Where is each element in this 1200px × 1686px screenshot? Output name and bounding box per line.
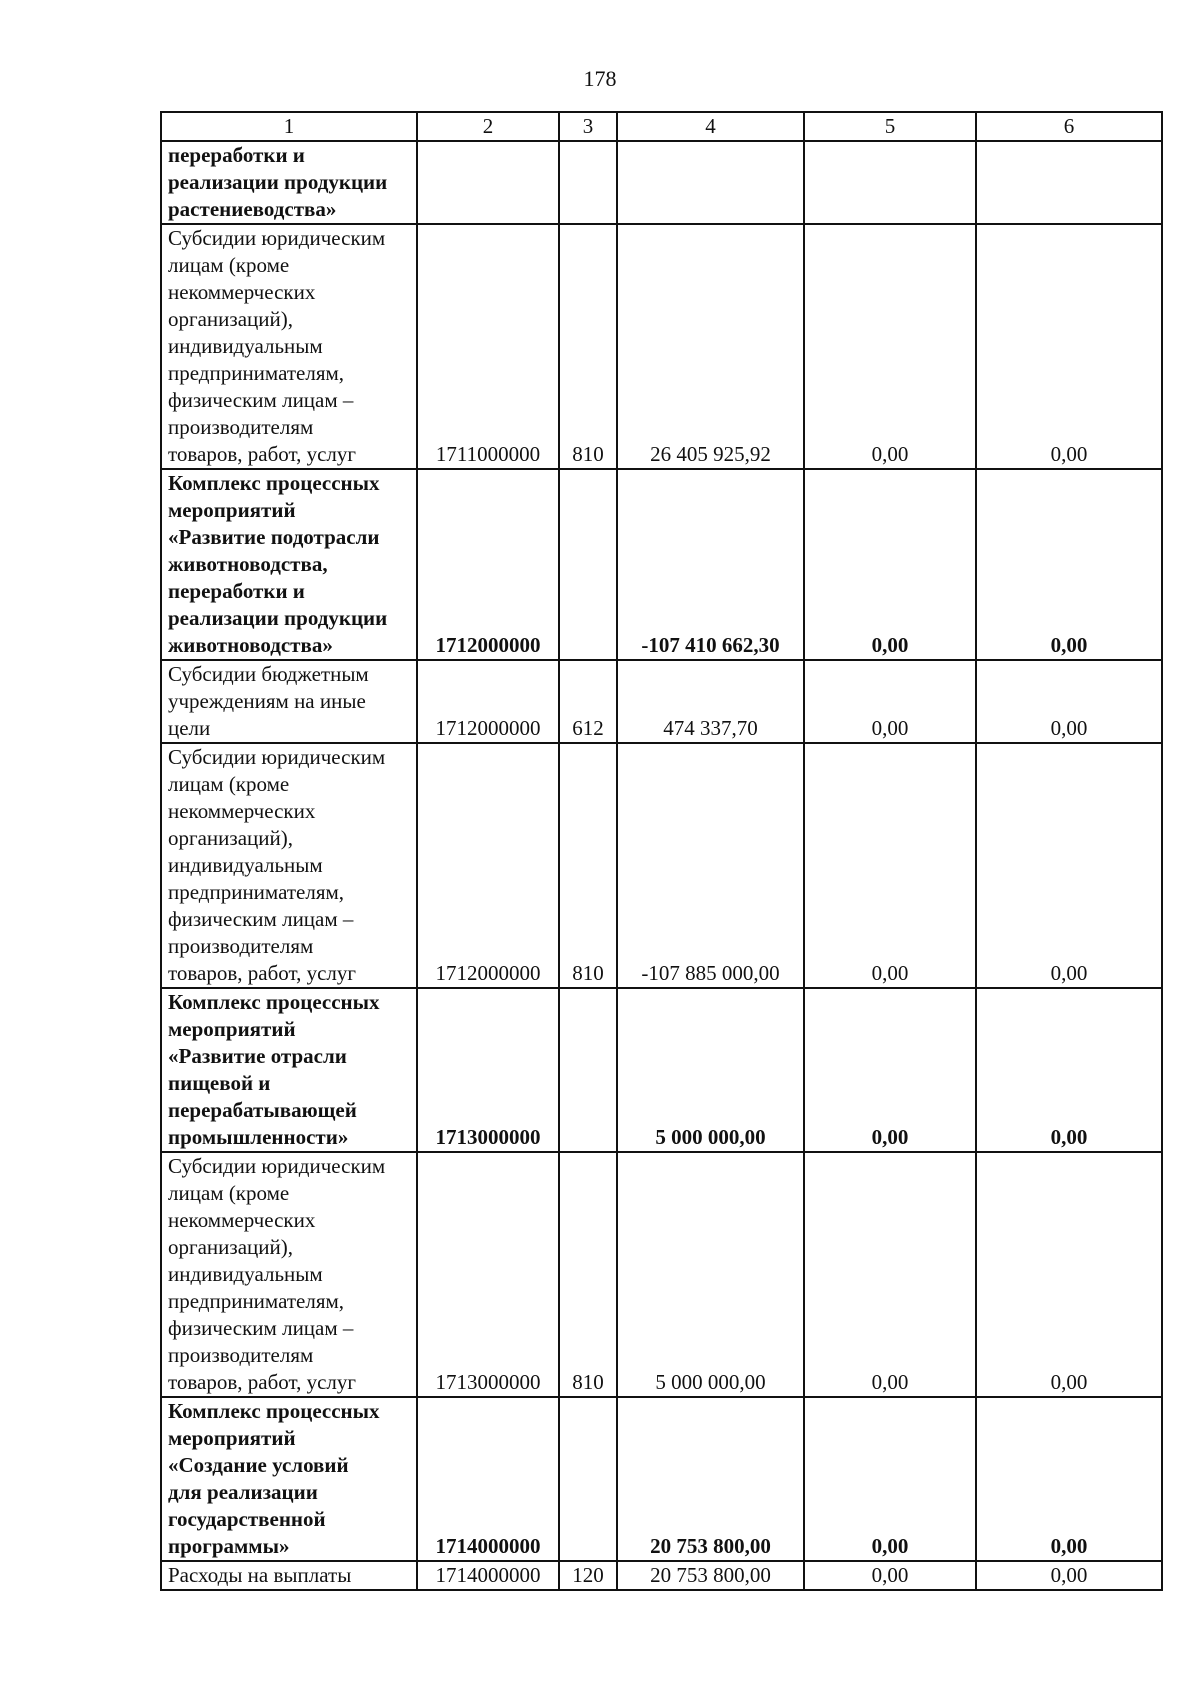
row-name-line: Субсидии юридическим [168,745,386,769]
table-row [161,1397,1162,1561]
column-number-row [161,112,1162,141]
row-name-line: реализации продукции [168,170,388,194]
row-name-line: для реализации [168,1480,318,1504]
target-code-cell: 1714000000 [417,1561,559,1590]
expense-type-cell [559,988,617,1152]
target-code-cell [417,141,559,224]
amount-col5-cell: 0,00 [804,1397,976,1561]
row-name-line: индивидуальным [168,853,323,877]
amount-col4-cell: 474 337,70 [617,660,804,743]
table-row [161,224,1162,469]
row-name-line: товаров, работ, услуг [168,1370,357,1394]
table-row [161,1152,1162,1397]
table-row [161,743,1162,988]
row-name-line: Расходы на выплаты [168,1563,352,1587]
row-name-line: физическим лицам – [168,907,354,931]
row-name-line: организаций), [168,826,293,850]
amount-col6-cell: 0,00 [976,1561,1162,1590]
row-name-cell [161,743,417,988]
expense-type-cell: 612 [559,660,617,743]
row-name-line: товаров, работ, услуг [168,961,357,985]
target-code-cell: 1711000000 [417,224,559,469]
target-code-cell: 1712000000 [417,743,559,988]
amount-col4-cell [617,141,804,224]
amount-col6-cell: 0,00 [976,1152,1162,1397]
row-name-line: «Развитие отрасли [168,1044,347,1068]
amount-col4-cell: 20 753 800,00 [617,1561,804,1590]
row-name-line: Комплекс процессных [168,471,380,495]
amount-col4-cell: 5 000 000,00 [617,988,804,1152]
row-name-line: «Создание условий [168,1453,349,1477]
table-row [161,988,1162,1152]
amount-col5-cell: 0,00 [804,988,976,1152]
budget-table [160,111,1163,1591]
target-code-cell: 1712000000 [417,469,559,660]
row-name-line: лицам (кроме [168,1181,290,1205]
amount-col6-cell: 0,00 [976,224,1162,469]
amount-col6-cell: 0,00 [976,660,1162,743]
table-row [161,469,1162,660]
amount-col4-cell: 20 753 800,00 [617,1397,804,1561]
page-number: 178 [583,66,617,91]
row-name-line: цели [168,716,211,740]
row-name-cell [161,988,417,1152]
amount-col4-cell: 5 000 000,00 [617,1152,804,1397]
amount-col5-cell: 0,00 [804,224,976,469]
row-name-cell [161,1152,417,1397]
row-name-line: лицам (кроме [168,253,290,277]
target-code-cell: 1712000000 [417,660,559,743]
column-header: 1 [161,112,417,141]
expense-type-cell: 120 [559,1561,617,1590]
target-code-cell: 1713000000 [417,988,559,1152]
row-name-cell [161,469,417,660]
row-name-line: Субсидии бюджетным [168,662,369,686]
amount-col5-cell: 0,00 [804,1152,976,1397]
row-name-line: Субсидии юридическим [168,226,386,250]
row-name-line: организаций), [168,307,293,331]
row-name-line: животноводства» [168,633,333,657]
row-name-line: лицам (кроме [168,772,290,796]
row-name-line: некоммерческих [168,280,316,304]
target-code-cell: 1713000000 [417,1152,559,1397]
row-name-cell [161,224,417,469]
row-name-line: учреждениям на иные [168,689,366,713]
target-code-cell: 1714000000 [417,1397,559,1561]
row-name-line: переработки и [168,143,305,167]
amount-col4-cell: 26 405 925,92 [617,224,804,469]
row-name-line: мероприятий [168,1017,296,1041]
amount-col5-cell [804,141,976,224]
row-name-line: некоммерческих [168,799,316,823]
row-name-line: пищевой и [168,1071,271,1095]
row-name-line: Комплекс процессных [168,990,380,1014]
row-name-line: растениеводства» [168,197,337,221]
amount-col5-cell: 0,00 [804,469,976,660]
row-name-line: производителям [168,1343,314,1367]
column-header: 4 [617,112,804,141]
row-name-line: производителям [168,934,314,958]
row-name-cell [161,141,417,224]
column-header: 2 [417,112,559,141]
column-header: 6 [976,112,1162,141]
amount-col6-cell: 0,00 [976,1397,1162,1561]
amount-col5-cell: 0,00 [804,1561,976,1590]
row-name-line: мероприятий [168,498,296,522]
expense-type-cell [559,469,617,660]
amount-col5-cell: 0,00 [804,743,976,988]
row-name-cell [161,1561,417,1590]
row-name-line: реализации продукции [168,606,388,630]
column-header: 3 [559,112,617,141]
row-name-line: физическим лицам – [168,1316,354,1340]
row-name-line: «Развитие подотрасли [168,525,380,549]
row-name-line: животноводства, [168,552,328,576]
expense-type-cell [559,141,617,224]
row-name-line: мероприятий [168,1426,296,1450]
column-header: 5 [804,112,976,141]
row-name-line: государственной [168,1507,326,1531]
row-name-line: предпринимателям, [168,361,345,385]
table-row [161,1561,1162,1590]
row-name-line: Субсидии юридическим [168,1154,386,1178]
row-name-line: товаров, работ, услуг [168,442,357,466]
row-name-line: промышленности» [168,1125,349,1149]
table-body [161,112,1162,1590]
row-name-cell [161,1397,417,1561]
expense-type-cell [559,1397,617,1561]
amount-col6-cell [976,141,1162,224]
row-name-line: организаций), [168,1235,293,1259]
amount-col6-cell: 0,00 [976,469,1162,660]
row-name-line: некоммерческих [168,1208,316,1232]
table-row [161,660,1162,743]
amount-col6-cell: 0,00 [976,988,1162,1152]
row-name-line: физическим лицам – [168,388,354,412]
row-name-line: переработки и [168,579,305,603]
row-name-line: Комплекс процессных [168,1399,380,1423]
expense-type-cell: 810 [559,1152,617,1397]
row-name-line: производителям [168,415,314,439]
row-name-line: перерабатывающей [168,1098,357,1122]
expense-type-cell: 810 [559,224,617,469]
amount-col6-cell: 0,00 [976,743,1162,988]
amount-col4-cell: -107 410 662,30 [617,469,804,660]
row-name-line: индивидуальным [168,334,323,358]
row-name-line: индивидуальным [168,1262,323,1286]
row-name-line: предпринимателям, [168,880,345,904]
amount-col4-cell: -107 885 000,00 [617,743,804,988]
row-name-line: предпринимателям, [168,1289,345,1313]
row-name-line: программы» [168,1534,290,1558]
table-row [161,141,1162,224]
expense-type-cell: 810 [559,743,617,988]
amount-col5-cell: 0,00 [804,660,976,743]
row-name-cell [161,660,417,743]
